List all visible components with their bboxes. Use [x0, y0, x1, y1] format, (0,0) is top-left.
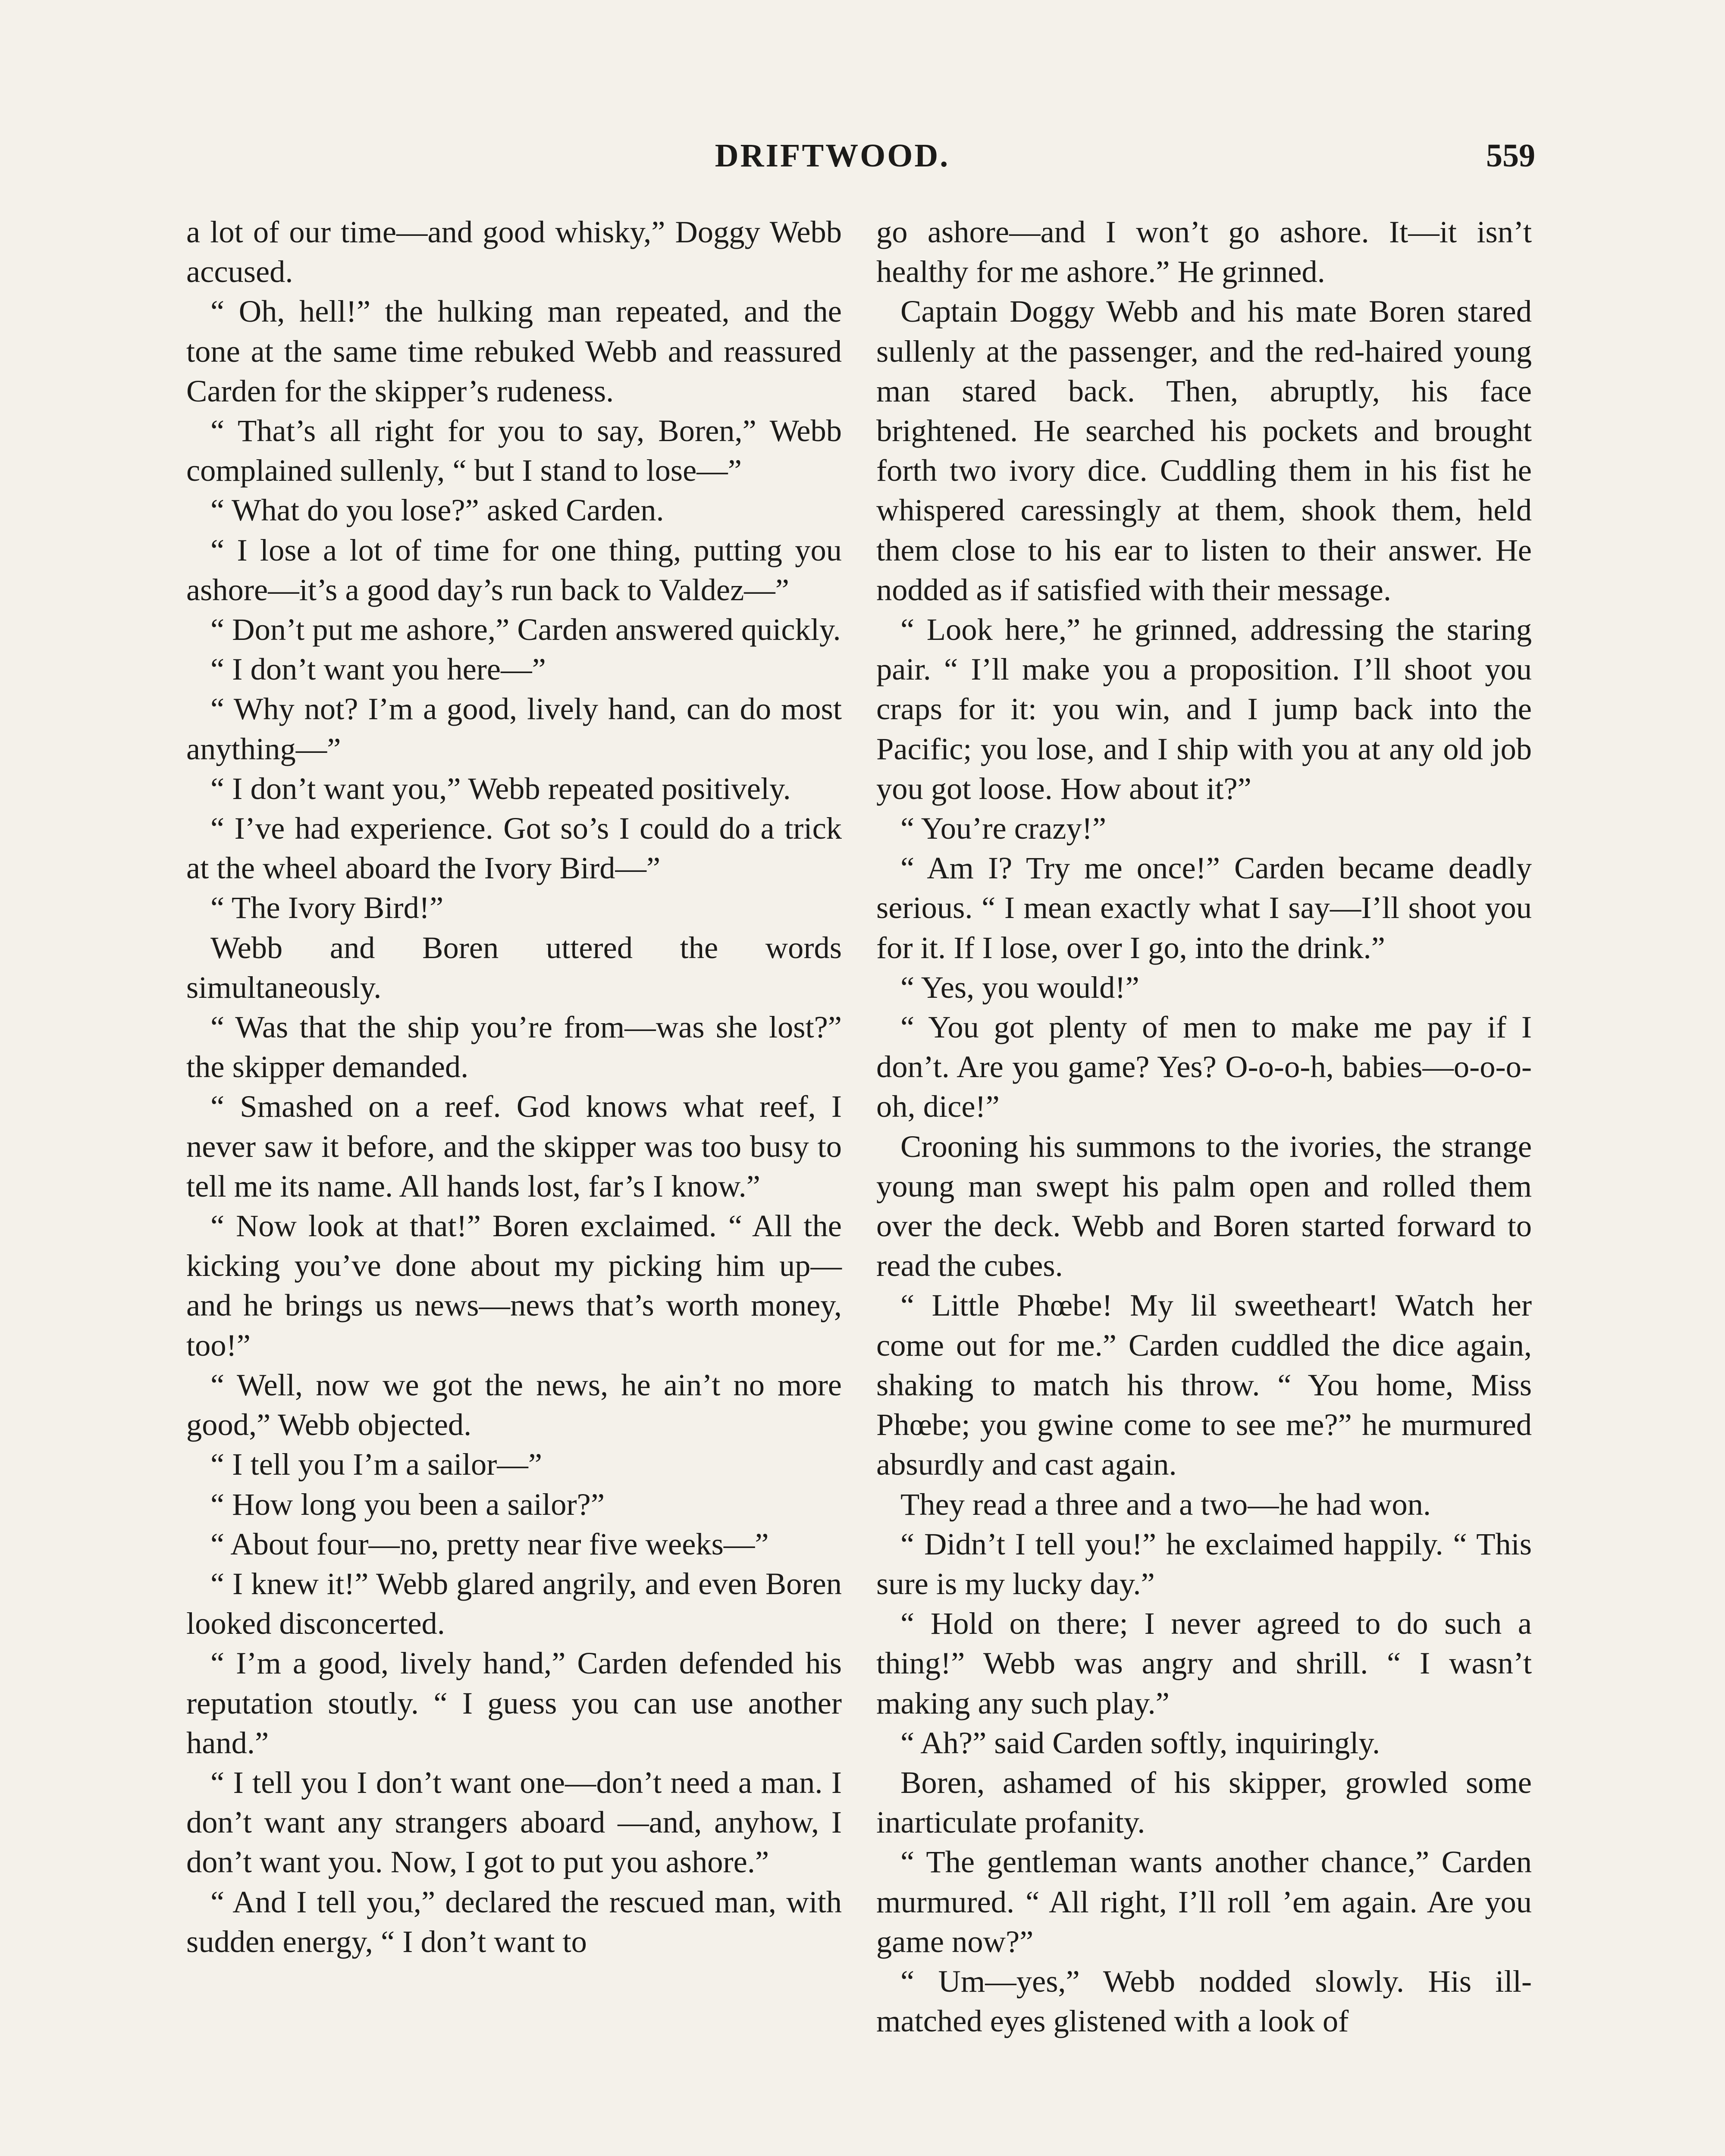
- paragraph: “ Little Phœbe! My lil sweetheart! Watch her come out for me.” Carden cuddled the dice again, shaking to match his throw. “ You home, Miss Phœbe; you gwine come to see me?” he murmured absurdly and cast again.: [876, 1288, 1532, 1482]
- paragraph: “ About four—no, pretty near five weeks—”: [210, 1526, 769, 1561]
- paragraph: “ What do you lose?” asked Carden.: [210, 492, 664, 528]
- paragraph: “ I’ve had experience. Got so’s I could do a trick at the wheel aboard the Ivory Bird—”: [186, 811, 842, 886]
- paragraph: “ Um—yes,” Webb nodded slowly. His ill-matched eyes glistened with a look of: [876, 1963, 1532, 2039]
- paragraph: “ Don’t put me ashore,” Carden answered quickly.: [210, 612, 841, 647]
- paragraph: “ Look here,” he grinned, addressing the staring pair. “ I’ll make you a proposition. I’ll shoot you craps for it: you win, and I jump back into the Pacific; you lose, and I ship with you at any old job you got loose. How about it?”: [876, 612, 1532, 806]
- page-number: 559: [1486, 138, 1535, 174]
- paragraph: “ Was that the ship you’re from—was she lost?” the skipper demanded.: [186, 1009, 842, 1084]
- paragraph: “ I don’t want you,” Webb repeated positively.: [210, 771, 791, 806]
- paragraph: “ Hold on there; I never agreed to do such a thing!” Webb was angry and shrill. “ I wasn’t making any such play.”: [876, 1606, 1532, 1720]
- paragraph: “ The Ivory Bird!”: [210, 890, 444, 925]
- paragraph: “ And I tell you,” declared the rescued man, with sudden energy, “ I don’t want to: [186, 1884, 842, 1959]
- paragraph: “ That’s all right for you to say, Boren,” Webb complained sullenly, “ but I stand to lose—”: [186, 413, 842, 488]
- paragraph: “ Didn’t I tell you!” he exclaimed happily. “ This sure is my lucky day.”: [876, 1526, 1532, 1601]
- paragraph: Boren, ashamed of his skipper, growled some inarticulate profanity.: [876, 1764, 1532, 1840]
- paragraph: “ Well, now we got the news, he ain’t no more good,” Webb objected.: [186, 1367, 842, 1442]
- paragraph: “ Why not? I’m a good, lively hand, can do most anything—”: [186, 691, 842, 766]
- paragraph: “ I’m a good, lively hand,” Carden defended his reputation stoutly. “ I guess you can use another hand.”: [186, 1645, 842, 1760]
- paragraph: “ How long you been a sailor?”: [210, 1486, 605, 1522]
- paragraph: Crooning his summons to the ivories, the strange young man swept his palm open and rolled them over the deck. Webb and Boren started forward to read the cubes.: [876, 1128, 1532, 1283]
- text-column-right: [876, 212, 1532, 2041]
- paragraph: Captain Doggy Webb and his mate Boren stared sullenly at the passenger, and the red-haired young man stared back. Then, abruptly, his face brightened. He searched his pockets and brought forth two ivory dice. Cuddling them in his fist he whispered caressingly at them, shook them, held them close to his ear to listen to their answer. He nodded as if satisfied with their message.: [876, 294, 1532, 607]
- paragraph: “ I don’t want you here—”: [210, 652, 546, 687]
- paragraph: “ Oh, hell!” the hulking man repeated, and the tone at the same time rebuked Webb and reassured Carden for the skipper’s rudeness.: [186, 294, 842, 408]
- paragraph: “ I lose a lot of time for one thing, putting you ashore—it’s a good day’s run back to Valdez—”: [186, 532, 842, 607]
- paragraph: “ Ah?” said Carden softly, inquiringly.: [900, 1725, 1380, 1760]
- paragraph: “ I tell you I don’t want one—don’t need a man. I don’t want any strangers aboard —and, anyhow, I don’t want you. Now, I got to put you ashore.”: [186, 1764, 842, 1880]
- paragraph: They read a three and a two—he had won.: [900, 1486, 1431, 1522]
- paragraph: “ You’re crazy!”: [900, 811, 1107, 846]
- paragraph: “ The gentleman wants another chance,” Carden murmured. “ All right, I’ll roll ’em again. Are you game now?”: [876, 1844, 1532, 1959]
- paragraph: a lot of our time—and good whisky,” Doggy Webb accused.: [186, 214, 842, 289]
- paragraph: “ I tell you I’m a sailor—”: [210, 1447, 543, 1482]
- paragraph: “ Smashed on a reef. God knows what reef, I never saw it before, and the skipper was too busy to tell me its name. All hands lost, far’s I know.”: [186, 1089, 842, 1203]
- paragraph: “ Am I? Try me once!” Carden became deadly serious. “ I mean exactly what I say—I’ll shoot you for it. If I lose, over I go, into the drink.”: [876, 850, 1532, 965]
- paragraph: “ Yes, you would!”: [900, 969, 1139, 1005]
- paragraph: Webb and Boren uttered the words simultaneously.: [186, 930, 842, 1005]
- paragraph: go ashore—and I won’t go ashore. It—it isn’t healthy for me ashore.” He grinned.: [876, 214, 1532, 289]
- paragraph: “ I knew it!” Webb glared angrily, and even Boren looked disconcerted.: [186, 1566, 842, 1641]
- running-head-title: DRIFTWOOD.: [715, 138, 950, 174]
- paragraph: “ You got plenty of men to make me pay if I don’t. Are you game? Yes? O-o-o-h, babies—o-o-o-oh, dice!”: [876, 1009, 1532, 1124]
- text-column-left: [186, 212, 842, 1962]
- paragraph: “ Now look at that!” Boren exclaimed. “ All the kicking you’ve done about my picking him up—and he brings us news—news that’s worth money, too!”: [186, 1208, 842, 1363]
